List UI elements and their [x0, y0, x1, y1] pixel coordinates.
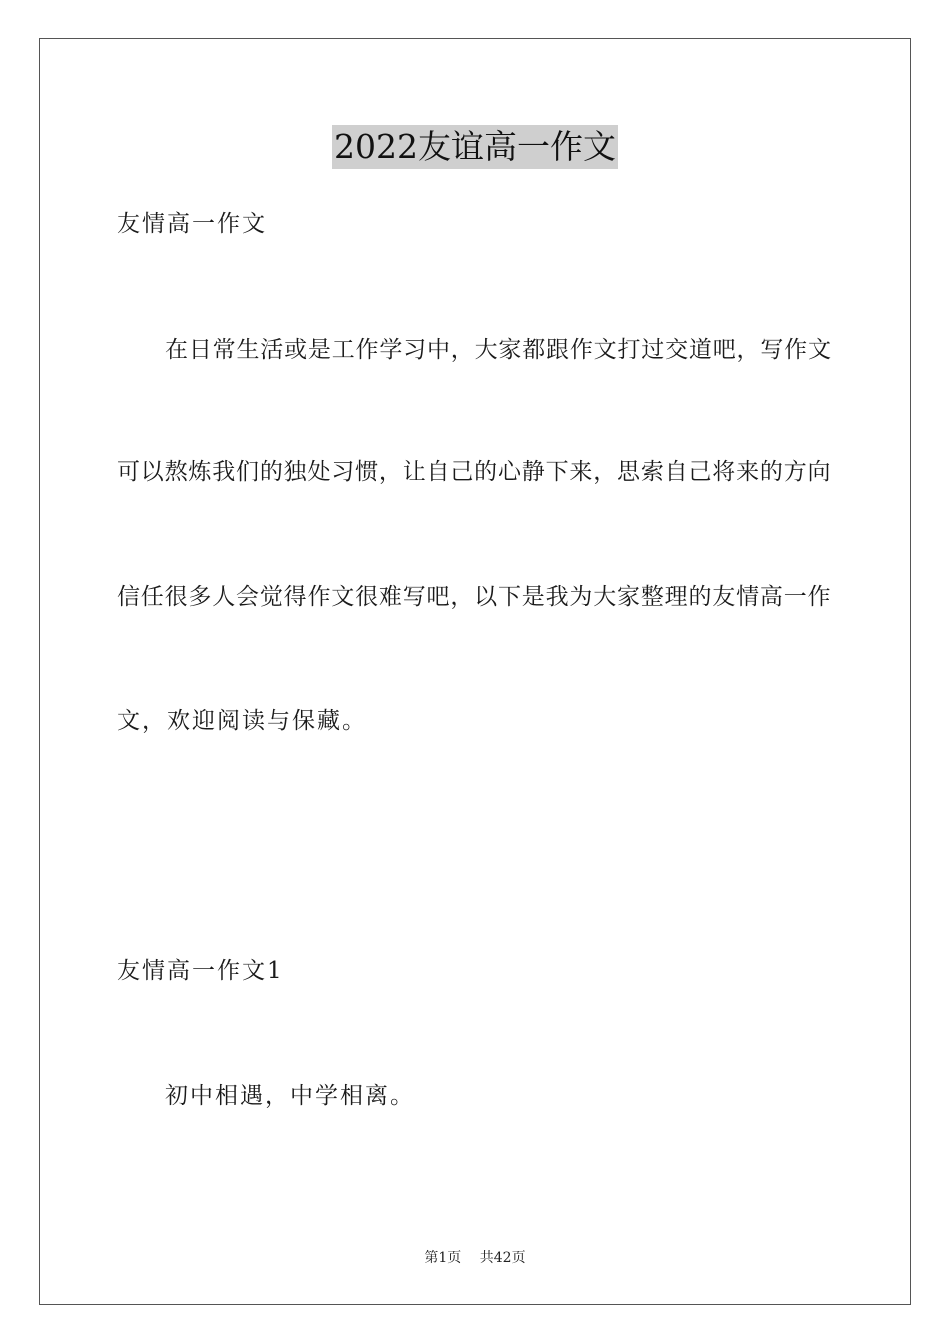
document-title: 2022友谊高一作文: [332, 125, 618, 169]
section-heading: 友情高一作文1: [117, 958, 284, 984]
page-total: 共42页: [479, 1250, 526, 1266]
paragraph-line: 可以熬炼我们的独处习惯，让自己的心静下来，思索自己将来的方向: [117, 459, 831, 485]
paragraph-line: 信任很多人会觉得作文很难写吧，以下是我为大家整理的友情高一作: [117, 584, 831, 610]
page-footer: [0, 1249, 950, 1267]
section-heading: 友情高一作文: [117, 211, 267, 237]
paragraph-line: 在日常生活或是工作学习中，大家都跟作文打过交道吧，写作文: [165, 337, 831, 363]
page-number: 第1页: [424, 1250, 462, 1266]
paragraph-line: 文，欢迎阅读与保藏。: [117, 708, 367, 734]
paragraph-line: 初中相遇，中学相离。: [165, 1083, 415, 1109]
title-container: [0, 125, 950, 169]
